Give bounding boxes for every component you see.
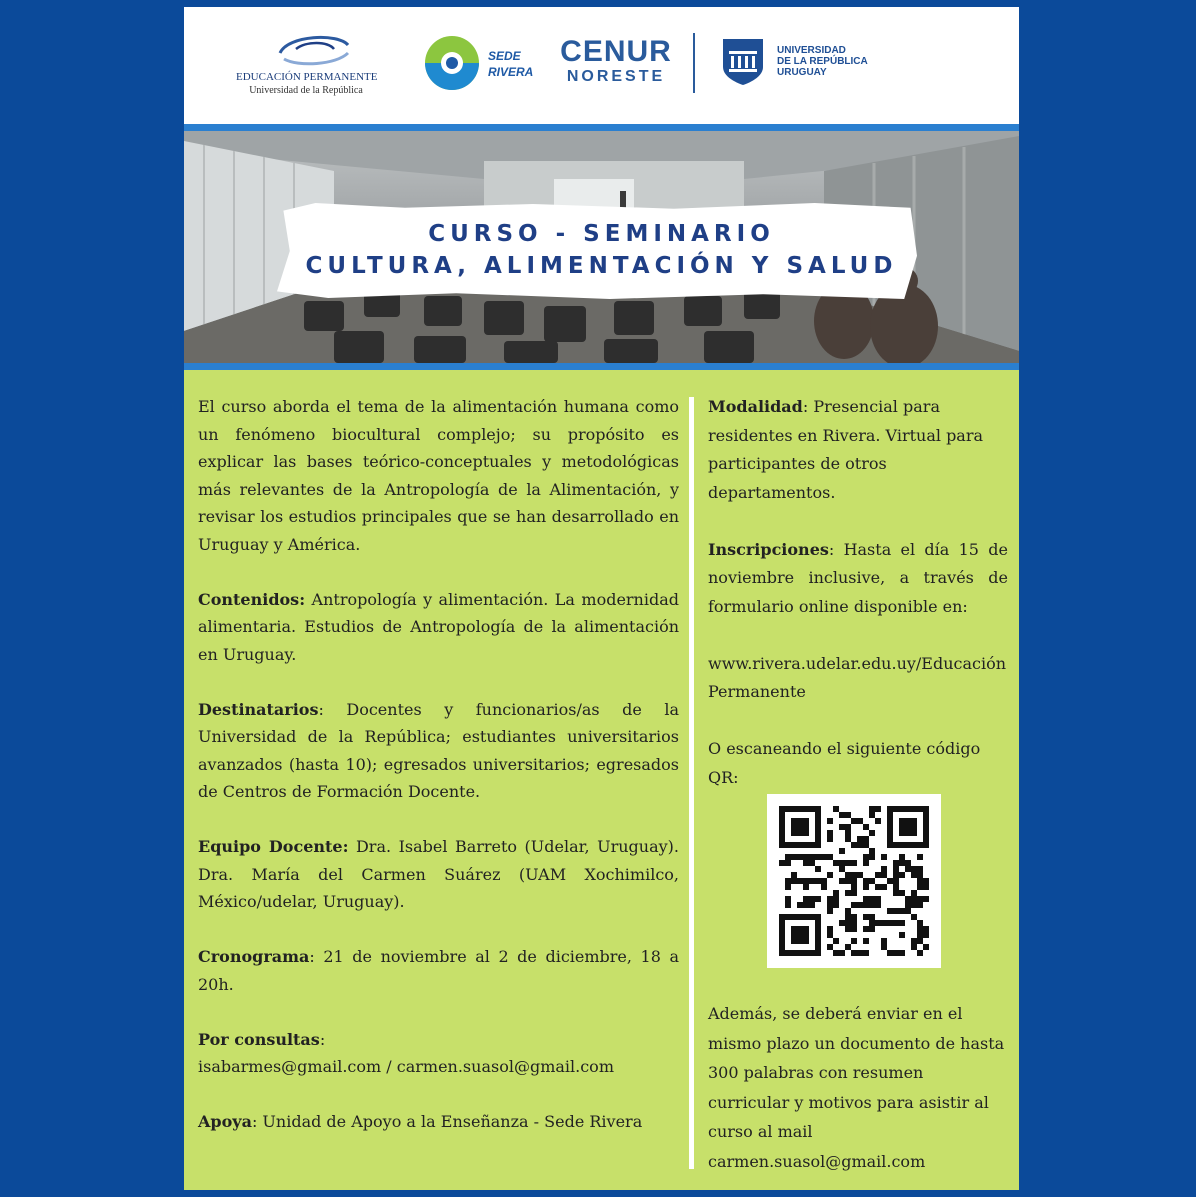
sede-logo-line1: SEDE xyxy=(488,49,521,63)
cronograma-text: : 21 de noviembre al 2 de diciembre, 18 a 20h. xyxy=(198,947,679,994)
course-title-line1: CURSO - SEMINARIO xyxy=(428,221,775,247)
cenur-logo-line1: CENUR xyxy=(560,35,672,68)
destinatarios-section xyxy=(198,696,679,806)
contenidos-label: Contenidos: xyxy=(198,589,306,609)
destinatarios-text: : Docentes y funcionarios/as de la Universidad de la República; estudiantes universitarios avanzados (hasta 10); egresados universitarios; egresados de Centros de Formación Docente. xyxy=(198,699,679,801)
registration-url: www.rivera.udelar.edu.uy/Educación Permanente xyxy=(708,653,1007,701)
header-divider xyxy=(693,33,695,93)
destinatarios-label: Destinatarios xyxy=(198,699,319,719)
course-intro: El curso aborda el tema de la alimentación humana como un fenómeno biocultural complejo; su propósito es explicar las bases teórico-conceptuales y metodológicas más relevantes de la Antropología de la Alimentación, y revisar los estudios principales que se han desarrollado en Uruguay y América. xyxy=(198,397,679,554)
swoosh-icon xyxy=(274,31,354,69)
modalidad-section xyxy=(708,393,1008,507)
udelar-logo-line1: UNIVERSIDAD xyxy=(777,45,846,56)
cronograma-section xyxy=(198,943,679,998)
column-divider xyxy=(689,397,694,1169)
contenidos-section xyxy=(198,586,679,669)
sede-rivera-circle-icon xyxy=(424,35,480,91)
qr-code-icon xyxy=(779,806,929,956)
consultas-label: Por consultas xyxy=(198,1029,320,1049)
udelar-logo xyxy=(721,37,891,97)
educacion-permanente-logo xyxy=(236,31,376,111)
consultas-colon: : xyxy=(319,1029,326,1049)
cenur-noreste-logo xyxy=(556,37,676,97)
inscripciones-text: : Hasta el día 15 de noviembre inclusive, a través de formulario online disponible en: xyxy=(708,539,1008,616)
left-column xyxy=(198,393,679,1136)
equipo-text: Dra. Isabel Barreto (Udelar, Uruguay). Dra. María del Carmen Suárez (UAM Xochimilco, México/udelar, Uruguay). xyxy=(198,837,679,911)
apoya-section xyxy=(198,1108,679,1136)
apoya-label: Apoya xyxy=(198,1112,252,1131)
sede-logo-line2: RIVERA xyxy=(488,65,534,79)
udelar-logo-line2: DE LA REPÚBLICA xyxy=(777,56,868,67)
contenidos-text: Antropología y alimentación. La modernidad alimentaria. Estudios de Antropología de la alimentación en Uruguay. xyxy=(198,589,679,664)
cenur-logo-line2: NORESTE xyxy=(566,68,666,85)
accent-bar-bottom xyxy=(184,363,1019,370)
modalidad-label: Modalidad xyxy=(708,397,803,416)
udelar-shield-icon xyxy=(721,37,765,87)
title-banner xyxy=(277,203,917,299)
course-title-line2: CULTURA, ALIMENTACIÓN Y SALUD xyxy=(305,253,898,279)
consultas-section xyxy=(198,1026,679,1081)
apoya-text: : Unidad de Apoyo a la Enseñanza - Sede Rivera xyxy=(251,1112,643,1131)
udelar-logo-line3: URUGUAY xyxy=(777,67,827,78)
header-logos xyxy=(184,7,1019,124)
equipo-section xyxy=(198,833,679,916)
sede-rivera-logo xyxy=(424,35,544,95)
inscripciones-label: Inscripciones xyxy=(708,539,829,559)
poster xyxy=(184,7,1019,1190)
qr-code xyxy=(767,794,941,968)
ep-logo-line2: Universidad de la República xyxy=(249,85,363,96)
accent-bar-top xyxy=(184,124,1019,131)
modalidad-text: : Presencial para residentes en Rivera. Virtual para participantes de otros departamentos. xyxy=(708,397,984,502)
equipo-label: Equipo Docente: xyxy=(198,837,349,856)
right-column xyxy=(708,393,1008,1176)
inscripciones-section xyxy=(708,536,1008,622)
ep-logo-line1: EDUCACIÓN PERMANENTE xyxy=(236,71,378,83)
consultas-emails: isabarmes@gmail.com / carmen.suasol@gmail.com xyxy=(198,1057,614,1076)
qr-instructions: O escaneando el siguiente código QR: xyxy=(708,739,981,787)
cronograma-label: Cronograma xyxy=(198,947,310,966)
ademas-section: Además, se deberá enviar en el mismo plazo un documento de hasta 300 palabras con resumen curricular y motivos para asistir al curso al mail carmen.suasol@gmail.com xyxy=(708,1004,1005,1171)
